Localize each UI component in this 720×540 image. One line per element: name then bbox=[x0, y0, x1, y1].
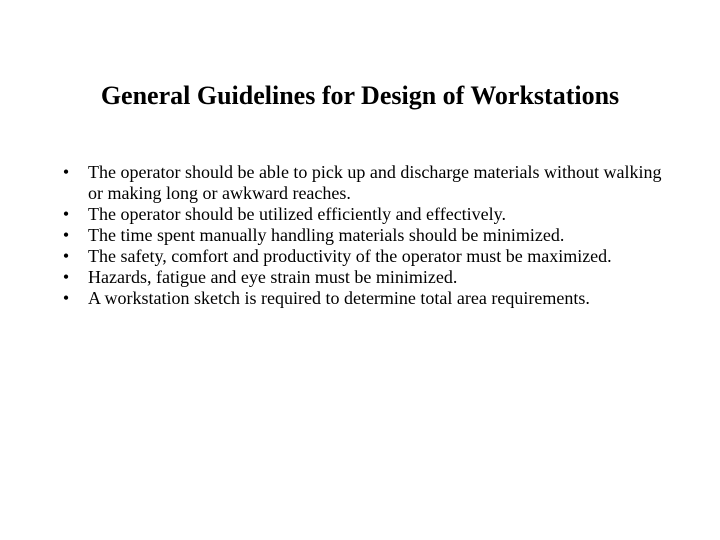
bullet-text: The time spent manually handling materials should be minimized. bbox=[88, 224, 565, 245]
slide-title: General Guidelines for Design of Workstations bbox=[100, 81, 620, 110]
bullet-item bbox=[58, 267, 678, 288]
bullet-icon: • bbox=[62, 224, 70, 245]
bullet-item bbox=[58, 162, 678, 203]
bullet-icon: • bbox=[62, 203, 70, 224]
bullet-text: Hazards, fatigue and eye strain must be minimized. bbox=[88, 266, 458, 287]
bullet-icon: • bbox=[62, 287, 70, 308]
bullet-text: The operator should be utilized efficiently and effectively. bbox=[88, 203, 507, 224]
bullet-text: A workstation sketch is required to determine total area requirements. bbox=[88, 287, 590, 308]
bullet-text: The operator should be able to pick up and discharge materials without walking or making long or awkward reaches. bbox=[88, 162, 662, 203]
bullet-item bbox=[58, 204, 678, 225]
bullet-icon: • bbox=[62, 245, 70, 266]
bullet-item bbox=[58, 246, 678, 267]
bullet-list bbox=[58, 162, 678, 309]
bullet-icon: • bbox=[62, 266, 70, 287]
bullet-icon: • bbox=[62, 162, 70, 182]
bullet-item bbox=[58, 288, 678, 309]
bullet-text: The safety, comfort and productivity of the operator must be maximized. bbox=[88, 245, 612, 266]
bullet-item bbox=[58, 225, 678, 246]
